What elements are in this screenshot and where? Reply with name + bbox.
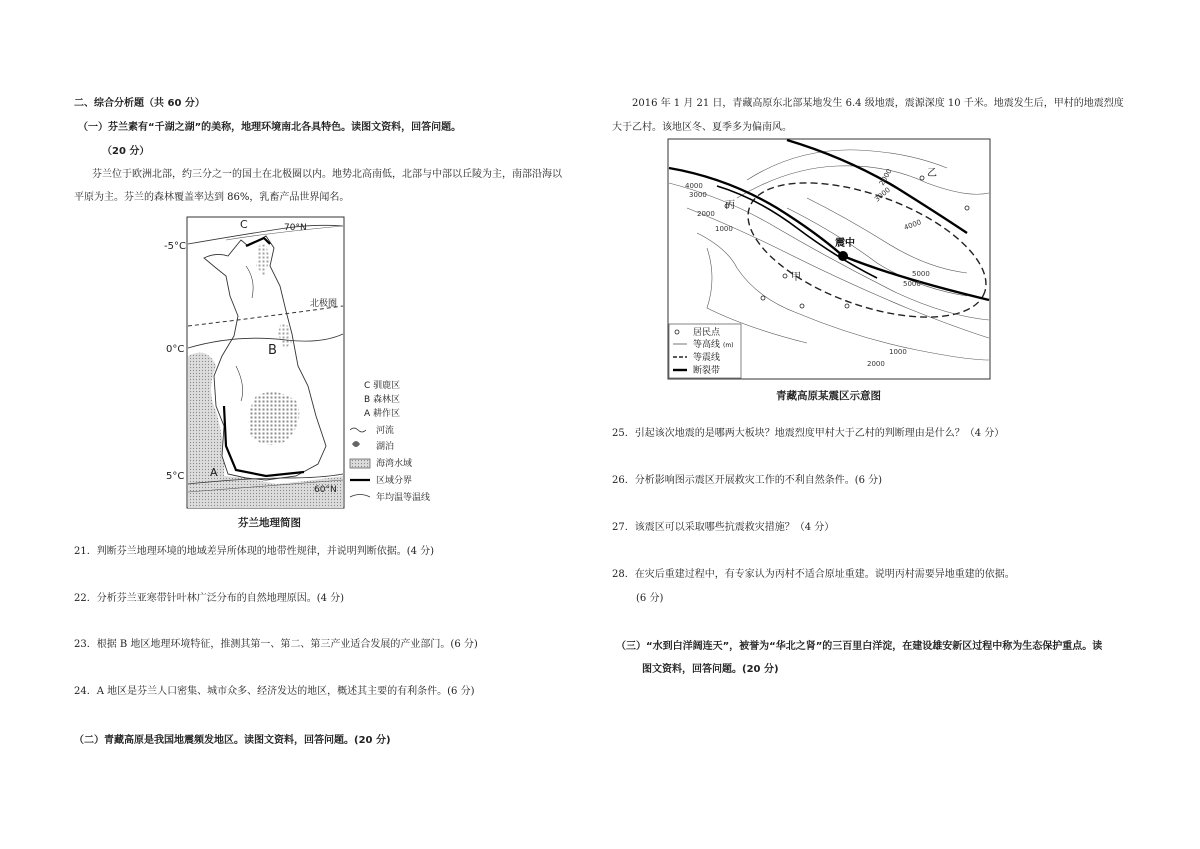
- contour-label: 3000: [689, 191, 707, 199]
- question-23: 23．根据 B 地区地理环境特征，推测其第一、第二、第三产业适合发展的产业部门。(6 分): [74, 639, 478, 650]
- legend-isotherm-icon: [350, 495, 370, 498]
- contour-label: 4000: [685, 182, 703, 190]
- label-epicenter: 震中: [835, 238, 855, 249]
- question-22: 22．分析芬兰亚寒带针叶林广泛分布的自然地理原因。(4 分): [74, 593, 345, 604]
- contour-label: 2000: [867, 360, 885, 368]
- question-28: 28．在灾后重建过程中，有专家认为丙村不适合原址重建。说明丙村需要异地重建的依据。: [612, 569, 1015, 580]
- map-label-60n: 60°N: [314, 485, 337, 495]
- contour-label: 2000: [877, 167, 894, 187]
- question-28-points: (6 分): [636, 593, 664, 604]
- label-village-bing: 丙: [725, 200, 735, 211]
- map-label-arctic-circle: 北极圈: [310, 299, 338, 309]
- question-group-1-heading: （一）芬兰素有“千湖之湖”的美称，地理环境南北各具特色。读图文资料，回答问题。: [78, 122, 462, 133]
- legend-settlement-icon: [675, 330, 679, 334]
- question-25: 25．引起该次地震的是哪两大板块？地震烈度甲村大于乙村的判断理由是什么？（4 分）: [612, 428, 1005, 439]
- map-label-a: A: [210, 466, 218, 479]
- question-21: 21．判断芬兰地理环境的地域差异所体现的地带性规律，并说明判断依据。(4 分): [74, 546, 435, 557]
- legend-a: A 耕作区: [364, 409, 401, 419]
- epicenter-marker: [838, 251, 848, 261]
- legend-isoseismal: 等震线: [693, 353, 721, 363]
- question-group-3-heading-line-2: 图文资料，回答问题。(20 分): [642, 664, 779, 675]
- legend-contour-unit: (m): [723, 342, 734, 349]
- finland-intro-line-1: 芬兰位于欧洲北部，约三分之一的国土在北极圈以内。地势北高南低，北部与中部以丘陵为主，南部沿海以: [92, 169, 562, 180]
- contour-label: 5000: [903, 280, 921, 288]
- settlement-dot: [920, 176, 924, 180]
- isotherm-label-0: 0°C: [166, 344, 185, 355]
- earthquake-map-caption: 青藏高原某震区示意图: [776, 390, 881, 402]
- legend-boundary: 区域分界: [376, 476, 413, 486]
- contour-label: 4000: [902, 218, 923, 232]
- legend-lake-icon: [352, 441, 360, 447]
- question-group-3-heading-line-1: （三）“水到白洋阔连天”，被誉为“华北之肾”的三百里白洋淀，在建设雄安新区过程中称为生态保护重点。读: [616, 641, 1103, 652]
- label-village-jia: 甲: [791, 272, 801, 283]
- question-24: 24．A 地区是芬兰人口密集、城市众多、经济发达的地区，概述其主要的有利条件。(6 分): [74, 686, 475, 697]
- question-26: 26．分析影响图示震区开展救灾工作的不利自然条件。(6 分): [612, 475, 883, 486]
- isotherm-label-minus5: -5°C: [164, 241, 186, 252]
- map-label-b: B: [268, 343, 277, 358]
- finland-intro-line-2: 平原为主。芬兰的森林覆盖率达到 86%，乳畜产品世界闻名。: [74, 192, 350, 203]
- settlement-dot: [845, 304, 849, 308]
- earthquake-map: [667, 138, 991, 380]
- label-village-yi: 乙: [927, 168, 937, 179]
- legend-sea-icon: [350, 459, 370, 468]
- settlement-dot: [800, 304, 804, 308]
- legend-contour: 等高线: [693, 340, 721, 350]
- earthquake-intro-line-1: 2016 年 1 月 21 日，青藏高原东北部某地发生 6.4 级地震，震源深度 10 千米。地震发生后，甲村的地震烈度: [632, 98, 1124, 109]
- legend-isotherm: 年均温等温线: [376, 493, 431, 503]
- settlement-dot: [965, 206, 969, 210]
- legend-sea: 海湾水域: [376, 459, 413, 469]
- legend-river: 河流: [376, 426, 395, 436]
- isotherm-label-5: 5°C: [166, 471, 185, 482]
- contour-label: 1000: [889, 348, 907, 356]
- finland-map: [186, 216, 486, 511]
- map-label-c: C: [240, 218, 248, 231]
- contour-label: 5000: [912, 270, 930, 278]
- question-27: 27．该震区可以采取哪些抗震救灾措施？（4 分）: [612, 522, 835, 533]
- finland-map-caption: 芬兰地理简图: [238, 517, 301, 529]
- settlement-dot: [761, 296, 765, 300]
- map-label-70n: 70°N: [284, 223, 307, 233]
- contour-label: 3000: [873, 185, 892, 204]
- legend-b: B 森林区: [364, 395, 401, 405]
- legend-river-icon: [350, 428, 366, 432]
- earthquake-intro-line-2: 大于乙村。该地区冬、夏季多为偏南风。: [612, 122, 792, 133]
- legend-c: C 驯鹿区: [364, 381, 401, 391]
- legend-settlement: 居民点: [693, 328, 721, 338]
- question-group-2-heading: （二）青藏高原是我国地震频发地区。读图文资料，回答问题。(20 分): [74, 735, 391, 746]
- section-title: 二、综合分析题（共 60 分）: [74, 98, 205, 109]
- legend-lake: 湖泊: [376, 442, 395, 452]
- settlement-dot: [783, 274, 787, 278]
- legend-fault: 断裂带: [693, 366, 721, 376]
- question-group-1-points: （20 分）: [102, 146, 150, 157]
- contour-label: 1000: [715, 225, 733, 233]
- contour-label: 2000: [697, 210, 715, 218]
